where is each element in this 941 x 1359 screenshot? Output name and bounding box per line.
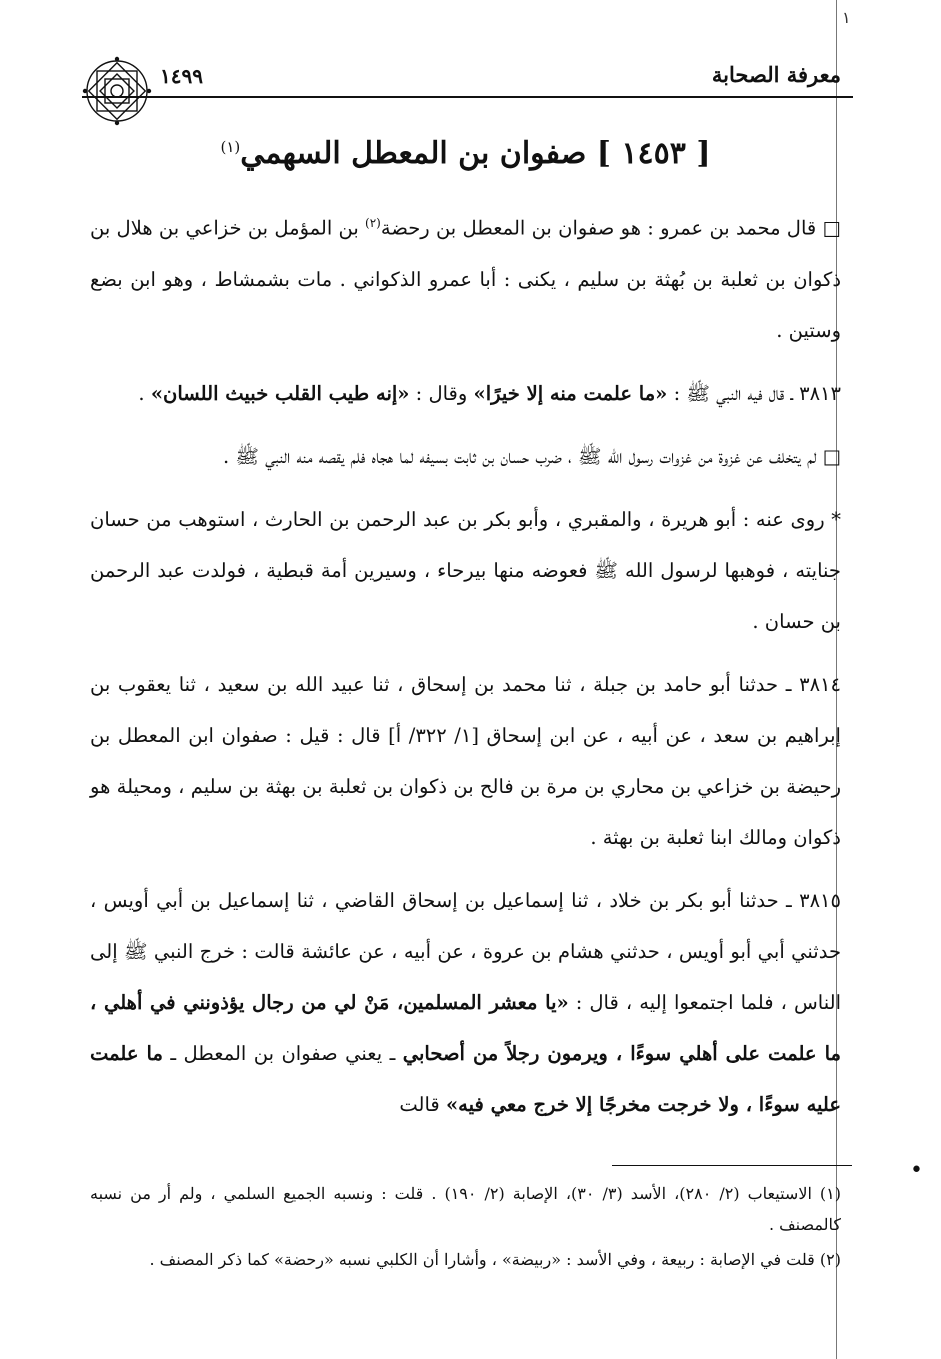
- corner-mark: ١: [842, 8, 851, 27]
- entry-name: صفوان بن المعطل السهمي: [240, 136, 587, 171]
- footnotes: [90, 1178, 841, 1279]
- paragraph-hadith-3815: [90, 875, 841, 1130]
- footnote-ref: (١): [220, 138, 241, 156]
- text-run: .: [138, 381, 151, 405]
- footnote-rule: [612, 1165, 852, 1166]
- paragraph-hadith-3813: [90, 368, 841, 419]
- footnote-ref: (٢): [365, 216, 381, 230]
- paragraph-hadith-3814: ٣٨١٤ ـ حدثنا أبو حامد بن جبلة ، ثنا محمد بن إسحاق ، ثنا عبيد الله بن سعيد ، ثنا يعقوب بن إبراهيم بن سعد ، عن أبيه ، عن ابن إسحاق [١/ ٣٢٢/ أ] قال : قيل : صفوان ابن المعطل بن رحيضة بن خزاعي بن محاري بن مرة بن فالح بن ذكوان بن ثعلبة بن بهثة بن سليم ، ومحيلة هو ذكوان ومالك ابنا ثعلبة بن بهثة .: [90, 672, 841, 849]
- text-run: قالت: [399, 1092, 446, 1116]
- entry-heading: [90, 136, 841, 171]
- footnote-2: (٢) قلت في الإصابة : ربيعة ، وفي الأسد : «ربيضة» ، وأشارا أن الكلبي نسبه «رحضة» كما ذكر المصنف .: [149, 1250, 841, 1269]
- footnote-1: (١) الاستيعاب (٢/ ٢٨٠)، الأسد (٣/ ٣٠)، الإصابة (٢/ ١٩٠) . قلت : ونسبه الجميع السلمي ، ولم أر من نسبه كالمصنف .: [90, 1184, 841, 1234]
- text-run: ـ يعني صفوان بن المعطل ـ: [162, 1041, 403, 1065]
- paragraph-biography: [90, 198, 841, 356]
- margin-dot: •: [910, 1158, 923, 1183]
- quote-run: «يا معشر المسلمين، مَنْ لي من رجال يؤذونني في أهلي ، ما علمت على أهلي سوءًا ، ويرمون رجلاً من أصحابي: [90, 990, 841, 1065]
- text-run: □ قال محمد بن عمرو : هو صفوان بن المعطل بن رحضة: [380, 216, 841, 240]
- quote-run: «إنه طيب القلب خبيث اللسان»: [150, 381, 410, 405]
- text-run: ٣٨١٣ ـ قال فيه النبي ﷺ :: [667, 381, 841, 405]
- body-text: [90, 198, 841, 1142]
- page-number: ١٤٩٩: [160, 64, 203, 88]
- paragraph-battles: □ لم يتخلف عن غزوة من غزوات رسول الله ﷺ ، ضرب حسان بن ثابت بسيفه لما هجاه فلم يقصه منه النبي ﷺ .: [222, 444, 841, 468]
- quote-run: «ما علمت منه إلا خيرًا»: [473, 381, 668, 405]
- text-run: ٣٨١٥ ـ حدثنا أبو بكر بن خلاد ، ثنا إسماعيل بن إسحاق القاضي ، ثنا إسماعيل بن أبي أويس ، حدثني أبي أبو أويس ، حدثني هشام بن عروة ، عن أبيه ، عن عائشة قالت : خرج النبي ﷺ إلى الناس ، فلما اجتمعوا إليه ، قال :: [90, 888, 841, 1014]
- text-run: بن المؤمل بن خزاعي بن هلال بن ذكوان بن ثعلبة بن بُهثة بن سليم ، يكنى : أبا عمرو الذكواني . مات بشمشاط ، وهو ابن بضع وستين .: [90, 216, 841, 342]
- entry-number: [ ١٤٥٣ ]: [596, 136, 711, 171]
- paragraph-narrators: * روى عنه : أبو هريرة ، والمقبري ، وأبو بكر بن عبد الرحمن بن الحارث ، استوهب من حسان جنايته ، فوهبها لرسول الله ﷺ فعوضه منها بيرحاء ، وسيرين أمة قبطية ، فولدت عبد الرحمن بن حسان .: [90, 507, 841, 633]
- octagram-ornament-icon: [82, 56, 152, 126]
- text-run: وقال :: [409, 381, 474, 405]
- quote-run: ما علمت عليه سوءًا ، ولا خرجت مخرجًا إلا خرج معي فيه»: [90, 1041, 841, 1116]
- header-rule: [82, 96, 853, 98]
- running-head-title: معرفة الصحابة: [711, 62, 841, 87]
